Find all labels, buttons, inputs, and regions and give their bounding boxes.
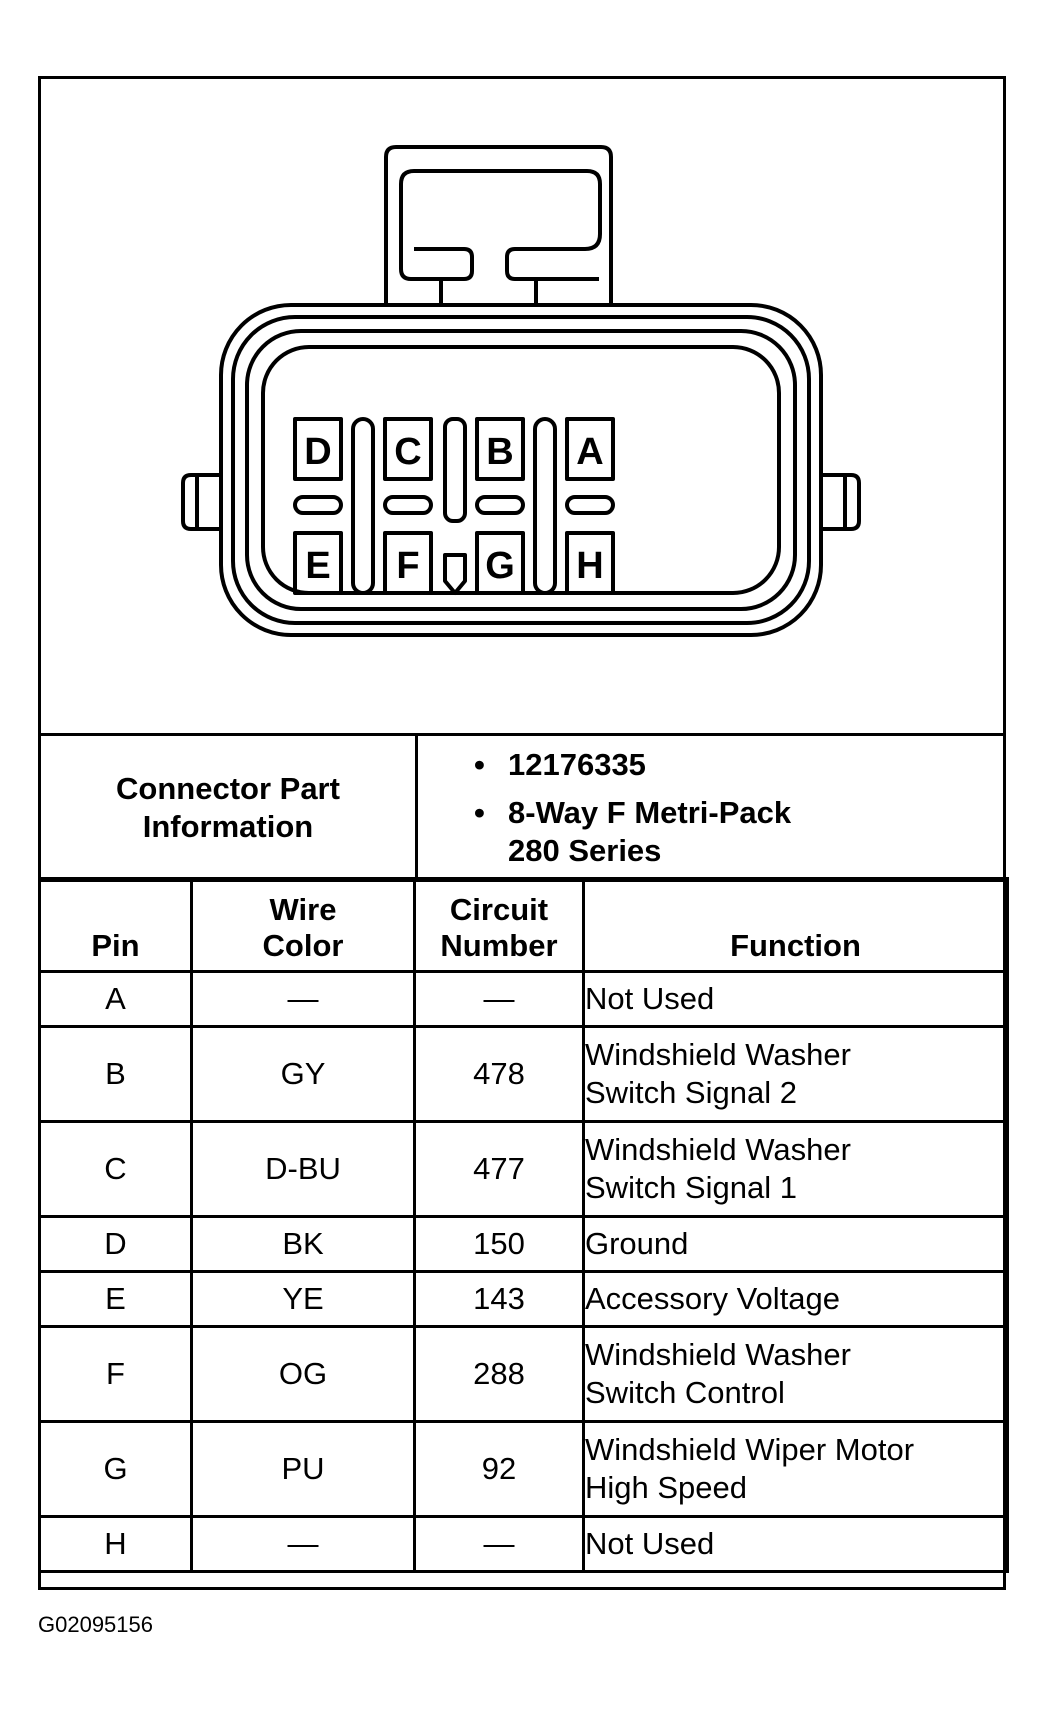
table-row bbox=[40, 1027, 1008, 1122]
function-cell: Windshield Washer Switch Control bbox=[584, 1327, 1008, 1422]
diagram-frame bbox=[38, 76, 1006, 1590]
wire-color-cell: PU bbox=[192, 1422, 415, 1517]
function-cell: Not Used bbox=[584, 1517, 1008, 1572]
circuit-cell: 478 bbox=[415, 1027, 584, 1122]
pin-label-f: F bbox=[396, 545, 420, 587]
header-pin: Pin bbox=[40, 879, 192, 972]
function-cell: Windshield Washer Switch Signal 1 bbox=[584, 1122, 1008, 1217]
header-circuit-number: Circuit Number bbox=[415, 879, 584, 972]
connector-info-table bbox=[38, 733, 1006, 882]
pin-cell: H bbox=[40, 1517, 192, 1572]
table-row bbox=[40, 1122, 1008, 1217]
table-row bbox=[40, 972, 1008, 1027]
wire-color-cell: YE bbox=[192, 1272, 415, 1327]
function-cell: Not Used bbox=[584, 972, 1008, 1027]
connector-info-row bbox=[40, 735, 1005, 881]
header-function: Function bbox=[584, 879, 1008, 972]
header-wire-color: Wire Color bbox=[192, 879, 415, 972]
connector-description-item bbox=[474, 794, 1003, 870]
connector-info-label bbox=[40, 735, 417, 881]
pin-label-h: H bbox=[576, 545, 604, 587]
connector-info-label-line1: Connector Part bbox=[116, 770, 340, 806]
figure-id: G02095156 bbox=[38, 1612, 153, 1637]
pin-label-e: E bbox=[305, 545, 331, 587]
wire-color-cell: GY bbox=[192, 1027, 415, 1122]
function-cell: Windshield Washer Switch Signal 2 bbox=[584, 1027, 1008, 1122]
pin-cell: B bbox=[40, 1027, 192, 1122]
pinout-header-row bbox=[40, 879, 1008, 972]
pin-label-g: G bbox=[485, 545, 515, 587]
pin-label-b: B bbox=[486, 431, 514, 473]
table-row bbox=[40, 1272, 1008, 1327]
wire-color-cell: BK bbox=[192, 1217, 415, 1272]
part-number-item bbox=[474, 746, 1003, 784]
pin-cell: F bbox=[40, 1327, 192, 1422]
circuit-cell: — bbox=[415, 972, 584, 1027]
connector-description-line2: 280 Series bbox=[508, 832, 662, 868]
function-cell: Accessory Voltage bbox=[584, 1272, 1008, 1327]
table-row bbox=[40, 1422, 1008, 1517]
connector-face-drawing bbox=[41, 79, 1003, 733]
pinout-table bbox=[38, 877, 1009, 1573]
pin-cell: A bbox=[40, 972, 192, 1027]
circuit-cell: 288 bbox=[415, 1327, 584, 1422]
pin-cell: D bbox=[40, 1217, 192, 1272]
wire-color-cell: — bbox=[192, 1517, 415, 1572]
function-cell: Windshield Wiper Motor High Speed bbox=[584, 1422, 1008, 1517]
connector-diagram bbox=[41, 79, 1003, 733]
circuit-cell: 477 bbox=[415, 1122, 584, 1217]
connector-info-values bbox=[417, 735, 1005, 881]
function-cell: Ground bbox=[584, 1217, 1008, 1272]
pin-label-a: A bbox=[576, 431, 604, 473]
pin-label-c: C bbox=[394, 431, 422, 473]
table-row bbox=[40, 1517, 1008, 1572]
circuit-cell: 143 bbox=[415, 1272, 584, 1327]
table-row bbox=[40, 1327, 1008, 1422]
wire-color-cell: D-BU bbox=[192, 1122, 415, 1217]
circuit-cell: — bbox=[415, 1517, 584, 1572]
pin-cell: E bbox=[40, 1272, 192, 1327]
wire-color-cell: — bbox=[192, 972, 415, 1027]
circuit-cell: 92 bbox=[415, 1422, 584, 1517]
part-number: 12176335 bbox=[508, 746, 646, 782]
bullet-icon: • bbox=[474, 794, 485, 830]
table-row bbox=[40, 1217, 1008, 1272]
connector-info-label-line2: Information bbox=[142, 808, 314, 844]
pin-cell: C bbox=[40, 1122, 192, 1217]
wire-color-cell: OG bbox=[192, 1327, 415, 1422]
circuit-cell: 150 bbox=[415, 1217, 584, 1272]
pin-cell: G bbox=[40, 1422, 192, 1517]
bullet-icon: • bbox=[474, 746, 485, 782]
connector-description-line1: 8-Way F Metri-Pack bbox=[508, 794, 792, 830]
pin-label-d: D bbox=[304, 431, 332, 473]
